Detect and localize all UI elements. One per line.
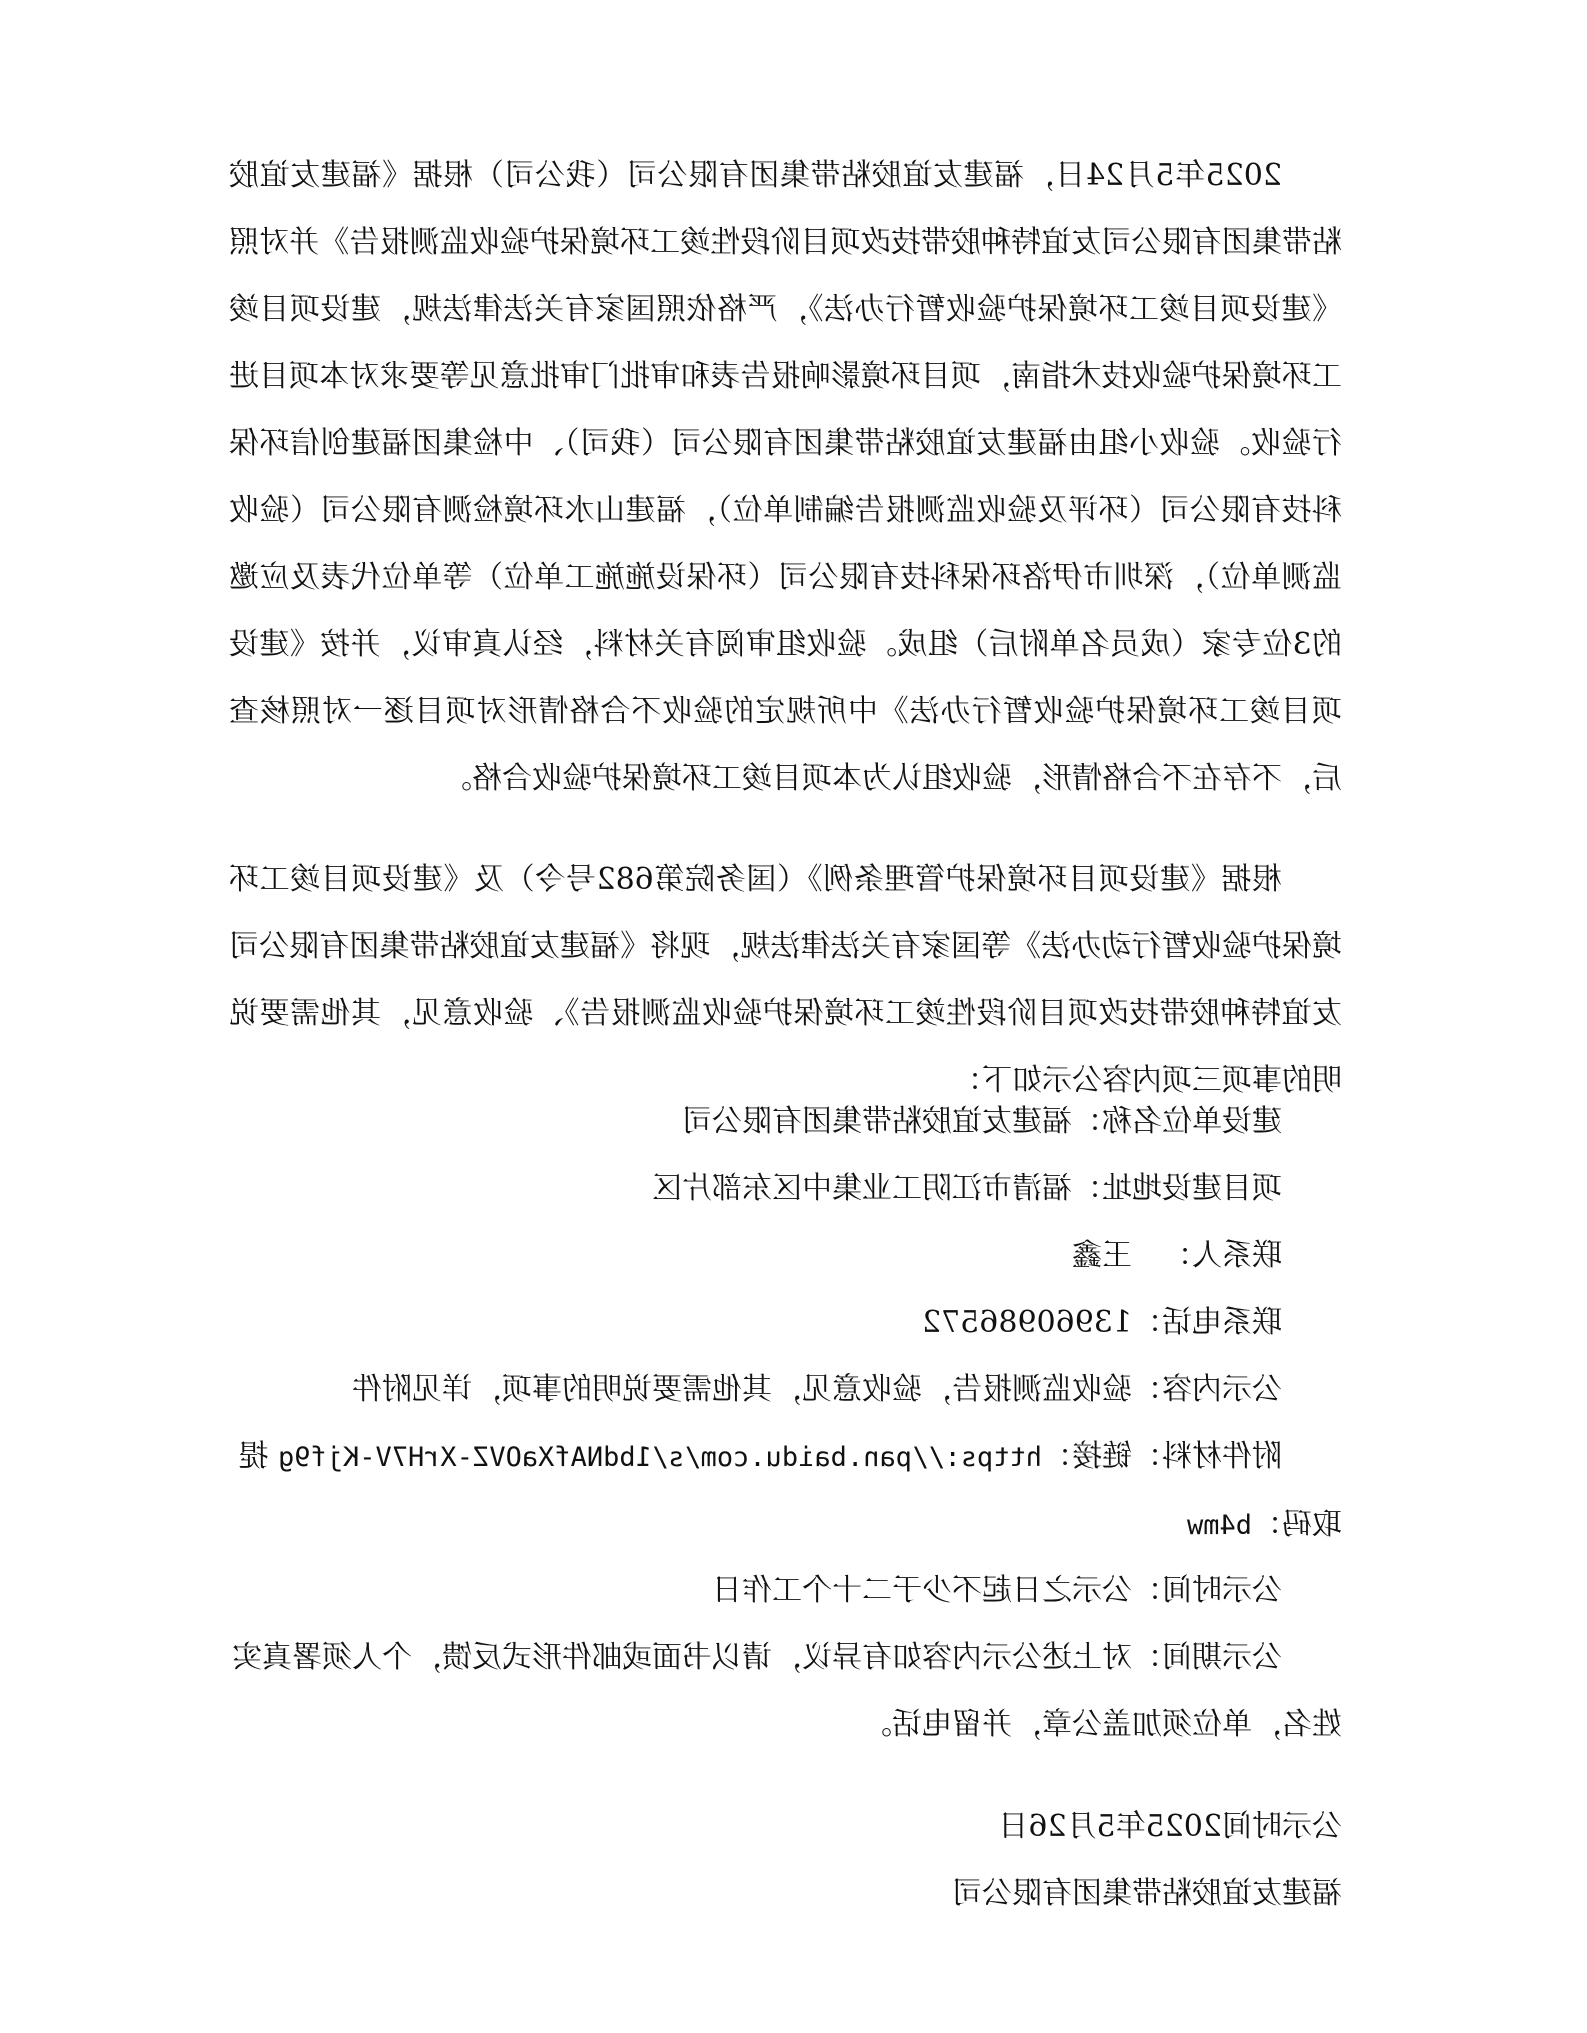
attach-label: 附件材料： [1132,1439,1282,1474]
attachment-code: b4mw [1186,1510,1252,1541]
detail-unit [682,1088,1282,1155]
phone-label: 联系电话： [1132,1305,1282,1340]
phone-value: 13960986572 [922,1305,1132,1340]
detail-period [229,1624,1342,1758]
period-value: 对上述公示内容如有异议，请以书面或邮件形式反馈，个人须署真实姓名，单位须加盖公章，并留电话。 [232,1640,1342,1742]
period-label: 公示期间： [1132,1640,1282,1675]
attachment-link[interactable]: https://pan.baidu.com/s/1bdNAfXaOVZ-XrH7V-Kjf9g [277,1442,1042,1473]
attach-prefix: 链接： [1042,1439,1132,1474]
content-label: 公示内容： [1132,1372,1282,1407]
address-value: 福清市江阴工业集中区东部片区 [652,1171,1072,1206]
detail-content [352,1356,1282,1423]
footer-date: 公示时间2025年5月26日 [998,1809,1342,1844]
detail-contact [1072,1222,1282,1289]
contact-value: 王鑫 [1072,1238,1132,1273]
detail-time [712,1557,1282,1624]
paragraph-acceptance: 2025年5月24日，福建友谊胶粘带集团有限公司（我公司）根据《福建友谊胶粘带集团有限公司友谊特种胶带技改项目阶段性竣工环境保护验收监测报告》并对照《建设项目竣工环境保护验收暂行办法》，严格依照国家有关法律法规，建设项目竣工环境保护验收技术指南，项目环境影响报告表和审批门审批意见等要求对本项目进行验收。验收小组由福建友谊胶粘带集团有限公司（我司）、中检集团福建创信环保科技有限公司（环评及验收监测报告编制单位），福建山水环境检测有限公司（验收监测单位），深圳市伊洛环保科技有限公司（环保设施施工单位）等单位代表及应邀的3位专家（成员名单附后）组成。验收组审阅有关材料，经认真审议，并按《建设项目竣工环境保护验收暂行办法》中所规定的验收不合格情形对项目逐一对照核查后，不存在不合格情形，验收组认为本项目竣工环境保护验收合格。 [229,158,1342,796]
paragraph-basis: 根据《建设项目环境保护管理条例》（国务院第682号令）及《建设项目竣工环境保护验收暂行动办法》等国家有关法律法规，现将《福建友谊胶粘带集团有限公司友谊特种胶带技改项目阶段性竣工环境保护验收监测报告》、验收意见，其他需要说明的事项三项内容公示如下： [229,862,1342,1098]
footer-company: 福建友谊胶粘带集团有限公司 [952,1876,1342,1911]
contact-label: 联系人： [1162,1238,1282,1273]
unit-value: 福建友谊胶粘带集团有限公司 [682,1104,1072,1139]
detail-attachment [229,1423,1342,1559]
unit-label: 建设单位名称： [1072,1104,1282,1139]
attach-code-label: 提取码： [238,1439,1342,1542]
address-label: 项目建设地址： [1072,1171,1282,1206]
time-label: 公示时间： [1132,1573,1282,1608]
time-value: 公示之日起不少于二十个工作日 [712,1573,1132,1608]
detail-address [652,1155,1282,1222]
content-value: 验收监测报告，验收意见，其他需要说明的事项，详见附件 [352,1372,1132,1407]
detail-phone [922,1289,1282,1356]
